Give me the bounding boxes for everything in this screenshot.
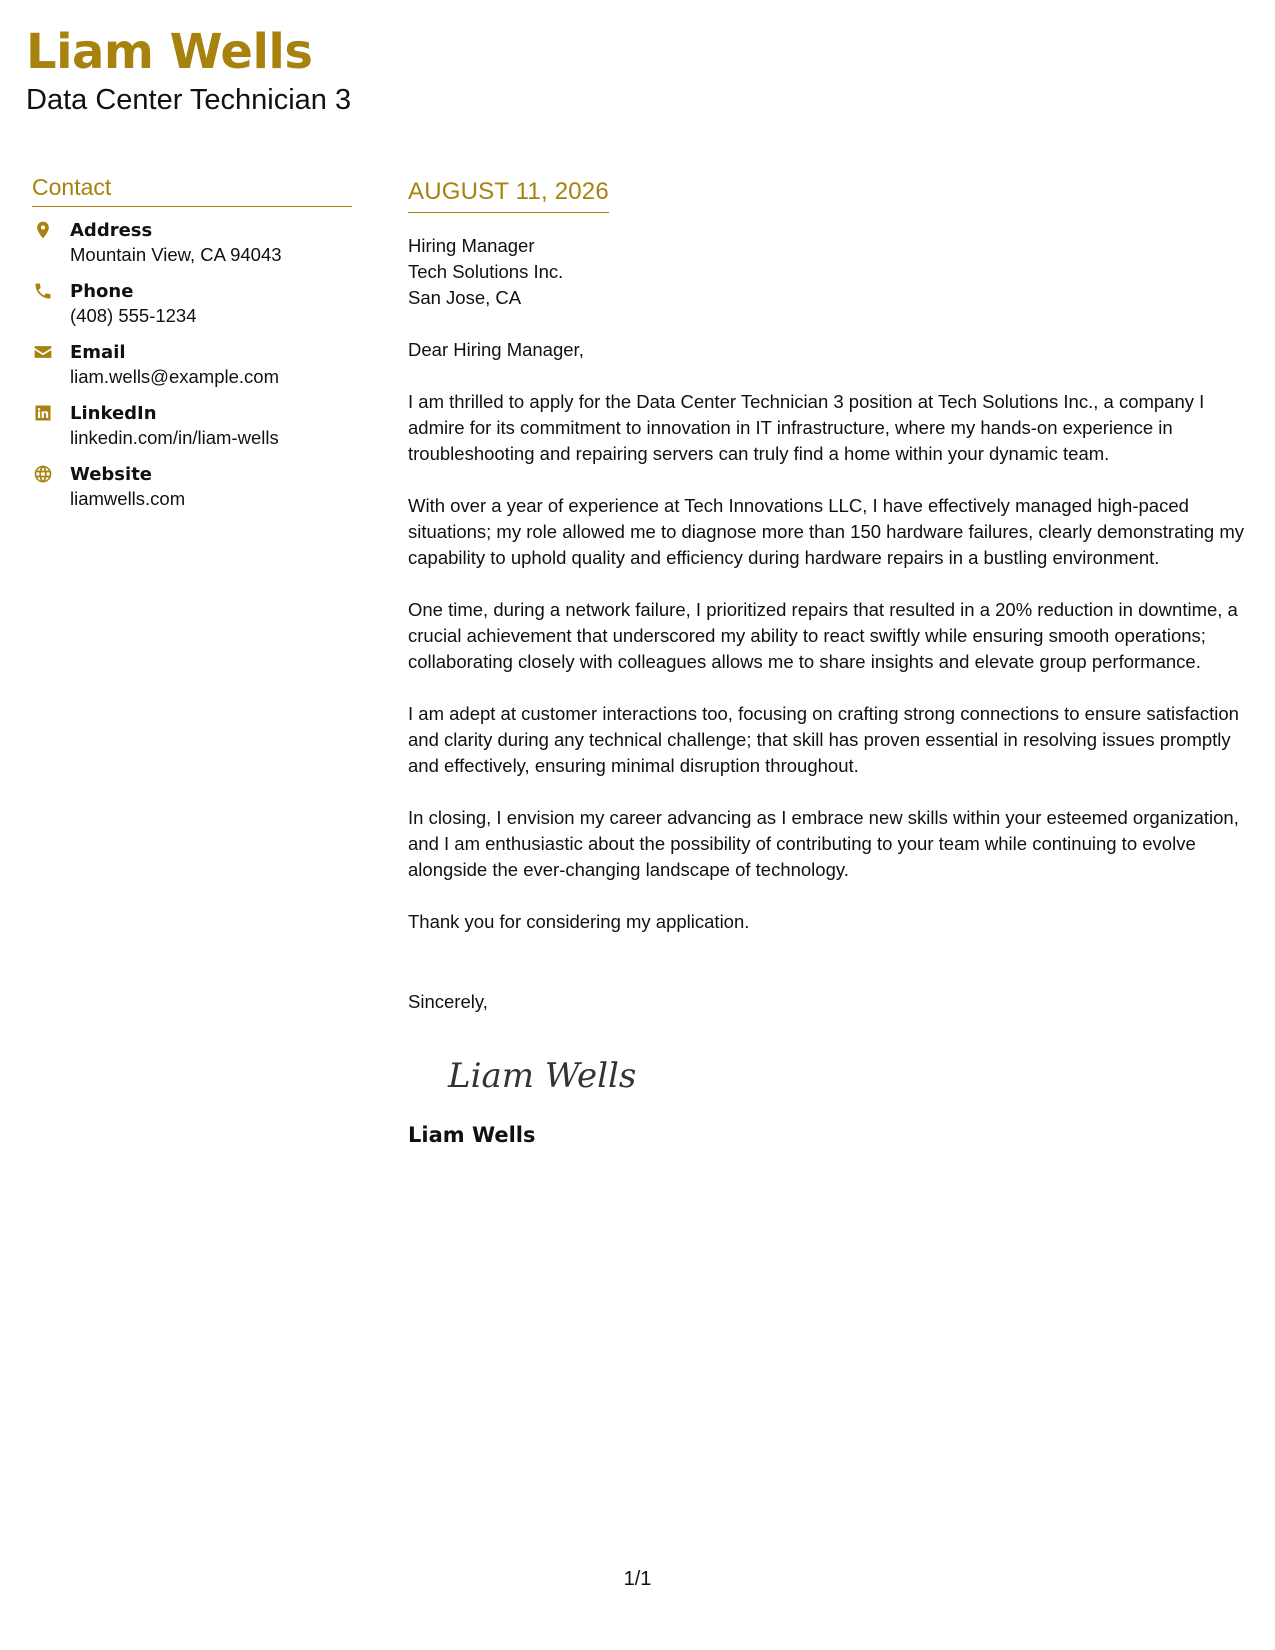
phone-icon [32, 280, 54, 302]
letter-paragraph: Thank you for considering my application. [408, 911, 750, 932]
page-indicator: 1/1 [623, 1568, 652, 1590]
closing: Sincerely, [408, 991, 488, 1012]
letter-body [408, 178, 1253, 1149]
contact-value: liamwells.com [70, 488, 186, 509]
letter-paragraph: One time, during a network failure, I prioritized repairs that resulted in a 20% reduction in downtime, a crucial achievement that underscored my ability to react swiftly while ensuring smooth operations; collaborating closely with colleagues allows me to share insights and elevate group performance. [408, 599, 1238, 672]
contact-address-text [70, 219, 282, 267]
letter-date: AUGUST 11, 2026 [408, 178, 609, 213]
contact-value: liam.wells@example.com [70, 366, 279, 387]
contact-label: LinkedIn [70, 403, 157, 424]
signature-text: Liam Wells [448, 1056, 637, 1096]
signature-image [444, 1049, 644, 1099]
salutation: Dear Hiring Manager, [408, 339, 584, 360]
contact-linkedin-text [70, 402, 279, 450]
contact-label: Address [70, 220, 153, 241]
contact-value: (408) 555-1234 [70, 305, 197, 326]
signed-name: Liam Wells [408, 1123, 536, 1147]
contact-website-text [70, 463, 185, 511]
contact-website [32, 463, 352, 511]
recipient-line: San Jose, CA [408, 287, 522, 308]
contact-email-text [70, 341, 279, 389]
letter-paragraph: I am thrilled to apply for the Data Center Technician 3 position at Tech Solutions Inc., a company I admire for its commitment to innovation in IT infrastructure, where my hands-on experience in troubleshooting and repairing servers can truly find a home within your dynamic team. [408, 391, 1205, 464]
contact-sidebar [32, 174, 352, 524]
header [26, 22, 351, 118]
contact-section-title: Contact [32, 174, 352, 207]
recipient-line: Hiring Manager [408, 235, 535, 256]
applicant-name: Liam Wells [26, 24, 313, 80]
contact-value: linkedin.com/in/liam-wells [70, 427, 279, 448]
linkedin-icon [32, 402, 54, 424]
contact-label: Website [70, 464, 153, 485]
contact-phone [32, 280, 352, 328]
contact-value: Mountain View, CA 94043 [70, 244, 282, 265]
contact-address [32, 219, 352, 267]
recipient-block [408, 233, 1253, 311]
contact-linkedin [32, 402, 352, 450]
contact-email [32, 341, 352, 389]
envelope-icon [32, 341, 54, 363]
contact-label: Phone [70, 281, 134, 302]
contact-phone-text [70, 280, 197, 328]
letter-paragraph: With over a year of experience at Tech Innovations LLC, I have effectively managed high-paced situations; my role allowed me to diagnose more than 150 hardware failures, clearly demonstrating my capability to uphold quality and efficiency during hardware repairs in a bustling environment. [408, 495, 1244, 568]
recipient-line: Tech Solutions Inc. [408, 261, 564, 282]
globe-icon [32, 463, 54, 485]
signature [444, 1049, 1253, 1099]
job-title: Data Center Technician 3 [26, 84, 352, 116]
contact-label: Email [70, 342, 126, 363]
map-pin-icon [32, 219, 54, 241]
letter-paragraph: In closing, I envision my career advancing as I embrace new skills within your esteemed organization, and I am enthusiastic about the possibility of contributing to your team while continuing to evolve alongside the ever-changing landscape of technology. [408, 807, 1239, 880]
letter-paragraph: I am adept at customer interactions too, focusing on crafting strong connections to ensure satisfaction and clarity during any technical challenge; that skill has proven essential in resolving issues promptly and effectively, ensuring minimal disruption throughout. [408, 703, 1239, 776]
